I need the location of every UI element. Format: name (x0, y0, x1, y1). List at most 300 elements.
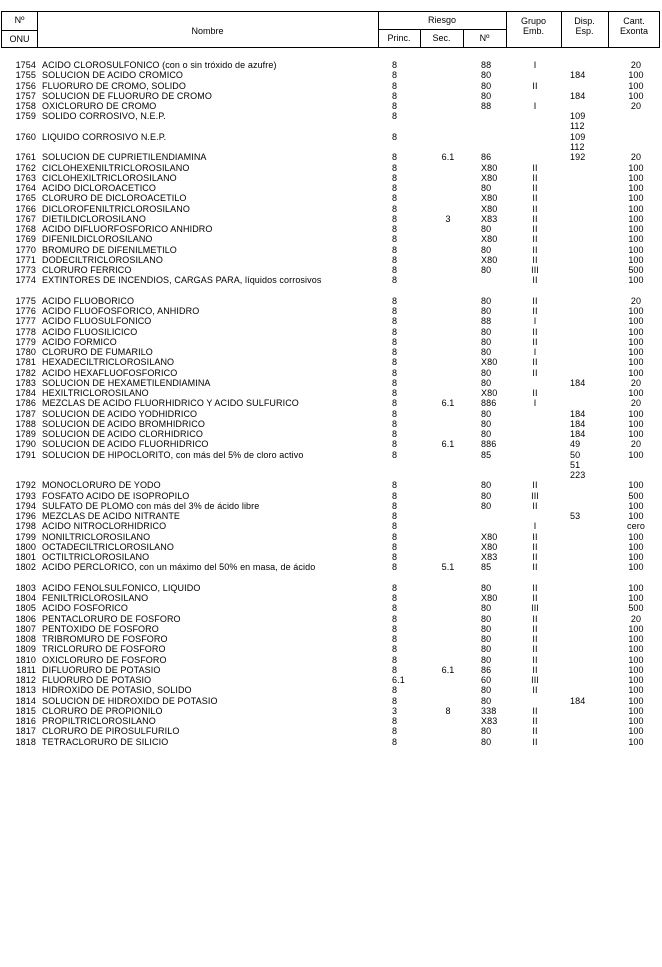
substance-name: ACIDO FOSFORICO (42, 603, 129, 614)
risk-principal: 8 (392, 490, 398, 501)
onu-number: 1815 (15, 705, 36, 716)
risk-number: X80 (481, 162, 498, 173)
risk-principal: 8 (392, 634, 398, 644)
exempt-quantity: 100 (628, 644, 644, 655)
table-row (0, 193, 662, 203)
table-row (0, 204, 662, 214)
risk-number: 80 (481, 244, 492, 255)
exempt-quantity: 100 (628, 193, 644, 204)
risk-principal: 8 (392, 654, 398, 665)
onu-number: 1804 (15, 593, 36, 603)
header-riesgo: Riesgo (427, 15, 456, 25)
onu-number: 1784 (15, 388, 36, 398)
onu-number: 1810 (15, 654, 36, 665)
substance-name: OXICLORURO DE FOSFORO (42, 654, 167, 665)
risk-principal: 8 (392, 203, 398, 214)
risk-principal: 8 (392, 685, 398, 696)
risk-principal: 8 (392, 193, 398, 204)
exempt-quantity: 100 (628, 562, 644, 573)
exempt-quantity: 100 (628, 582, 644, 593)
risk-number: X80 (481, 172, 498, 183)
risk-number: 80 (481, 500, 492, 511)
risk-number: X83 (481, 716, 498, 726)
risk-number: 80 (481, 726, 492, 737)
exempt-quantity: 100 (628, 541, 644, 552)
onu-number: 1807 (15, 623, 36, 634)
onu-number: 1760 (15, 131, 36, 142)
table-row (0, 593, 662, 603)
table-row (0, 224, 662, 234)
table-row (0, 275, 662, 296)
packing-group: II (532, 80, 538, 91)
packing-group: II (532, 562, 538, 573)
risk-principal: 8 (392, 70, 398, 81)
packing-group: I (533, 101, 537, 111)
onu-number: 1786 (15, 398, 36, 409)
onu-number: 1802 (15, 562, 36, 573)
risk-principal: 8 (392, 367, 398, 378)
substance-name: SULFATO DE PLOMO con más del 3% de ácido libre (42, 500, 260, 511)
risk-number: 80 (481, 613, 492, 624)
substance-name: TRICLORURO DE FOSFORO (42, 644, 166, 655)
risk-number: X80 (481, 531, 498, 542)
risk-secondary: 6.1 (441, 398, 455, 409)
onu-number: 1792 (15, 480, 36, 491)
onu-number: 1812 (15, 675, 36, 685)
exempt-quantity: 100 (628, 705, 644, 716)
exempt-quantity: 20 (630, 101, 642, 111)
risk-number: X83 (481, 213, 498, 224)
risk-number: 80 (481, 490, 492, 501)
packing-group: II (532, 726, 538, 737)
exempt-quantity: 500 (628, 490, 644, 501)
substance-name: CICLOHEXILTRICLOROSILANO (42, 172, 177, 183)
packing-group: II (532, 623, 538, 634)
table-row (0, 357, 662, 367)
packing-group: II (532, 254, 538, 265)
table-row (0, 245, 662, 255)
exempt-quantity: 100 (628, 664, 644, 675)
exempt-quantity: 100 (628, 593, 644, 603)
substance-name: SOLIDO CORROSIVO, N.E.P. (42, 111, 166, 122)
header-grupo: Grupo (520, 16, 546, 26)
packing-group: II (532, 531, 538, 542)
risk-principal: 8 (392, 418, 398, 429)
table-row (0, 521, 662, 531)
exempt-quantity: 100 (628, 357, 644, 368)
table-row (0, 316, 662, 326)
onu-number: 1789 (15, 429, 36, 439)
header-disp: Disp. (574, 16, 595, 26)
table-row (0, 306, 662, 316)
risk-number: 80 (481, 603, 492, 614)
risk-principal: 8 (392, 562, 398, 573)
table-row (0, 398, 662, 408)
substance-name: HEXADECILTRICLOROSILANO (42, 357, 175, 368)
table-row (0, 532, 662, 542)
onu-number: 1770 (15, 244, 36, 255)
exempt-quantity: 100 (628, 511, 644, 521)
risk-principal: 8 (392, 644, 398, 655)
risk-principal: 8 (392, 408, 398, 419)
risk-number: 80 (481, 582, 492, 593)
table-row (0, 706, 662, 716)
substance-name: ACIDO PERCLORICO, con un máximo del 50% en masa, de ácido (42, 562, 316, 573)
substance-name: LIQUIDO CORROSIVO N.E.P. (42, 131, 167, 142)
substance-name: ACIDO FORMICO (42, 336, 117, 347)
risk-principal: 8 (392, 183, 398, 193)
substance-name: ACIDO DICLOROACETICO (42, 183, 157, 193)
substance-name: NONILTRICLOROSILANO (42, 531, 151, 542)
risk-number: X80 (481, 388, 498, 398)
substance-name: OCTILTRICLOROSILANO (42, 552, 150, 562)
substance-name: PENTACLORURO DE FOSFORO (42, 613, 181, 624)
substance-name: CLORURO DE PIROSULFURILO (42, 726, 180, 737)
onu-number: 1776 (15, 306, 36, 316)
packing-group: II (532, 716, 538, 726)
substance-name: SOLUCION DE HIPOCLORITO, con más del 5% de cloro activo (42, 449, 304, 460)
risk-number: 88 (481, 60, 492, 70)
risk-number: X80 (481, 254, 498, 265)
substance-name: FENILTRICLOROSILANO (42, 593, 149, 603)
packing-group: II (532, 613, 538, 624)
packing-group: II (532, 306, 538, 316)
onu-number: 1816 (15, 716, 36, 726)
packing-group: II (532, 552, 538, 562)
substance-name: ACIDO NITROCLORHIDRICO (42, 521, 167, 532)
packing-group: II (532, 326, 538, 337)
risk-principal: 8 (392, 152, 398, 163)
table-row (0, 101, 662, 111)
onu-number: 1769 (15, 234, 36, 245)
risk-principal: 8 (392, 695, 398, 706)
packing-group: II (532, 336, 538, 347)
risk-number: 80 (481, 623, 492, 634)
exempt-quantity: 100 (628, 388, 644, 398)
packing-group: II (532, 500, 538, 511)
onu-number: 1768 (15, 224, 36, 234)
table-row (0, 665, 662, 675)
risk-number: 86 (481, 664, 492, 675)
packing-group: II (532, 203, 538, 214)
risk-number: 80 (481, 685, 492, 696)
substance-name: BROMURO DE DIFENILMETILO (42, 244, 177, 255)
substance-name: PENTOXIDO DE FOSFORO (42, 623, 159, 634)
exempt-quantity: 100 (628, 326, 644, 337)
exempt-quantity: 100 (628, 70, 644, 81)
risk-principal: 8 (392, 716, 398, 726)
special-provisions: 184 (570, 418, 586, 429)
substance-name: MEZCLAS DE ACIDO NITRANTE (42, 511, 181, 521)
table-row (0, 439, 662, 449)
onu-number: 1806 (15, 613, 36, 624)
table-row (0, 511, 662, 521)
substance-name: SOLUCION DE ACIDO FLUORHIDRICO (42, 439, 209, 450)
onu-number: 1757 (15, 90, 36, 101)
exempt-quantity: 100 (628, 736, 644, 747)
packing-group: I (533, 398, 537, 409)
risk-number: 86 (481, 152, 492, 163)
risk-principal: 8 (392, 265, 398, 275)
special-provisions: 192 (570, 152, 586, 163)
packing-group: III (531, 265, 539, 275)
risk-principal: 8 (392, 60, 398, 70)
risk-principal: 8 (392, 552, 398, 562)
onu-number: 1791 (15, 449, 36, 460)
special-provisions: 109 112 (570, 131, 586, 152)
exempt-quantity: 100 (628, 500, 644, 511)
packing-group: II (532, 244, 538, 255)
packing-group: II (532, 172, 538, 183)
substance-name: FOSFATO ACIDO DE ISOPROPILO (42, 490, 190, 501)
risk-number: 80 (481, 377, 492, 388)
packing-group: II (532, 234, 538, 245)
risk-number: 80 (481, 695, 492, 706)
packing-group: II (532, 664, 538, 675)
risk-number: 80 (481, 90, 492, 101)
table-row (0, 234, 662, 244)
risk-principal: 8 (392, 162, 398, 173)
exempt-quantity: 100 (628, 552, 644, 562)
risk-number: 80 (481, 347, 492, 357)
risk-principal: 8 (392, 603, 398, 614)
onu-number: 1814 (15, 695, 36, 706)
onu-number: 1793 (15, 490, 36, 501)
substance-name: CLORURO DE DICLOROACETILO (42, 193, 187, 204)
risk-secondary: 6.1 (441, 664, 455, 675)
substance-name: DIFLUORURO DE POTASIO (42, 664, 161, 675)
onu-number: 1813 (15, 685, 36, 696)
risk-principal: 8 (392, 531, 398, 542)
exempt-quantity: 100 (628, 90, 644, 101)
header-no: Nº (14, 15, 25, 25)
risk-secondary: 8 (445, 705, 451, 716)
table-row (0, 81, 662, 91)
onu-number: 1767 (15, 213, 36, 224)
risk-principal: 8 (392, 623, 398, 634)
packing-group: I (533, 521, 537, 532)
packing-group: I (533, 316, 537, 327)
table-row (0, 624, 662, 634)
substance-name: ACIDO CLOROSULFONICO (con o sin tróxido de azufre) (42, 60, 277, 70)
risk-principal: 8 (392, 500, 398, 511)
header-exonta: Exonta (619, 26, 649, 36)
table-row (0, 614, 662, 624)
substance-name: SOLUCION DE ACIDO YODHIDRICO (42, 408, 198, 419)
exempt-quantity: 100 (628, 213, 644, 224)
table-row (0, 726, 662, 736)
onu-number: 1811 (16, 664, 36, 675)
substance-name: CICLOHEXENILTRICLOROSILANO (42, 162, 190, 173)
substance-name: TRIBROMURO DE FOSFORO (42, 634, 168, 644)
table-row (0, 696, 662, 706)
onu-number: 1808 (15, 634, 36, 644)
onu-number: 1755 (15, 70, 36, 81)
table-row (0, 111, 662, 132)
substance-name: OXICLORURO DE CROMO (42, 101, 157, 111)
risk-number: 80 (481, 480, 492, 491)
onu-number: 1759 (15, 111, 36, 122)
substance-name: ACIDO HEXAFLUOFOSFORICO (42, 367, 178, 378)
table-row (0, 173, 662, 183)
exempt-quantity: 100 (628, 316, 644, 327)
table-row (0, 409, 662, 419)
risk-principal: 8 (392, 398, 398, 409)
packing-group: II (532, 193, 538, 204)
risk-principal: 8 (392, 511, 398, 521)
packing-group: II (532, 357, 538, 368)
exempt-quantity: 100 (628, 716, 644, 726)
exempt-quantity: 20 (630, 152, 642, 163)
table-row (0, 583, 662, 593)
risk-number: X80 (481, 357, 498, 368)
table-row (0, 255, 662, 265)
substance-name: ACIDO FENOLSULFONICO, LIQUIDO (42, 582, 201, 593)
header-onu: ONU (9, 34, 30, 44)
onu-number: 1817 (15, 726, 36, 737)
onu-number: 1763 (15, 172, 36, 183)
risk-principal: 8 (392, 593, 398, 603)
packing-group: III (531, 490, 539, 501)
header-emb: Emb. (522, 26, 544, 36)
risk-secondary: 6.1 (441, 152, 455, 163)
exempt-quantity: 20 (630, 398, 642, 409)
table-row (0, 450, 662, 481)
onu-number: 1783 (15, 377, 36, 388)
risk-principal: 8 (392, 429, 398, 439)
risk-principal: 8 (392, 244, 398, 255)
special-provisions: 184 (570, 90, 586, 101)
table-row (0, 480, 662, 490)
table-row (0, 655, 662, 665)
risk-principal: 6.1 (392, 675, 405, 685)
packing-group: II (532, 736, 538, 747)
packing-group: II (532, 644, 538, 655)
onu-number: 1809 (15, 644, 36, 655)
substance-name: SOLUCION DE ACIDO CROMICO (42, 70, 184, 81)
special-provisions: 184 (570, 429, 586, 439)
onu-number: 1782 (15, 367, 36, 378)
risk-principal: 8 (392, 388, 398, 398)
risk-principal: 8 (392, 582, 398, 593)
risk-number: 80 (481, 265, 492, 275)
exempt-quantity: 100 (628, 336, 644, 347)
risk-principal: 3 (392, 705, 398, 716)
table-row (0, 327, 662, 337)
exempt-quantity: 100 (628, 172, 644, 183)
risk-number: 88 (481, 101, 492, 111)
risk-number: X80 (481, 593, 498, 603)
table-row (0, 429, 662, 439)
table-row (0, 419, 662, 429)
risk-principal: 8 (392, 613, 398, 624)
risk-number: 80 (481, 634, 492, 644)
risk-principal: 8 (392, 449, 398, 460)
exempt-quantity: 20 (630, 377, 642, 388)
onu-number: 1775 (15, 295, 36, 306)
table-row (0, 491, 662, 501)
exempt-quantity: 100 (628, 367, 644, 378)
risk-number: 85 (481, 449, 492, 460)
substance-name: OCTADECILTRICLOROSILANO (42, 541, 174, 552)
substance-name: FLUORURO DE POTASIO (42, 675, 152, 685)
risk-principal: 8 (392, 131, 398, 142)
risk-number: 80 (481, 336, 492, 347)
onu-number: 1796 (15, 511, 36, 521)
substance-name: SOLUCION DE HIDROXIDO DE POTASIO (42, 695, 218, 706)
header-nombre: Nombre (191, 26, 224, 36)
onu-number: 1766 (15, 203, 36, 214)
substance-name: CLORURO DE PROPIONILO (42, 705, 163, 716)
special-provisions: 109 112 (570, 111, 586, 132)
onu-number: 1803 (15, 582, 36, 593)
onu-number: 1818 (15, 736, 36, 747)
risk-number: 80 (481, 80, 492, 91)
packing-group: II (532, 213, 538, 224)
onu-number: 1790 (15, 439, 36, 450)
table-header (1, 11, 660, 48)
substance-name: DIETILDICLOROSILANO (42, 213, 146, 224)
packing-group: III (531, 603, 539, 614)
risk-number: 80 (481, 418, 492, 429)
table-row (0, 265, 662, 275)
onu-number: 1773 (15, 265, 36, 275)
packing-group: II (532, 367, 538, 378)
table-row (0, 675, 662, 685)
risk-principal: 8 (392, 80, 398, 91)
packing-group: II (532, 541, 538, 552)
risk-secondary: 3 (445, 213, 451, 224)
risk-principal: 8 (392, 213, 398, 224)
substance-name: SOLUCION DE CUPRIETILENDIAMINA (42, 152, 207, 163)
substance-name: SOLUCION DE HEXAMETILENDIAMINA (42, 377, 211, 388)
risk-number: 80 (481, 306, 492, 316)
packing-group: II (532, 183, 538, 193)
risk-principal: 8 (392, 521, 398, 532)
table-row (0, 388, 662, 398)
risk-principal: 8 (392, 101, 398, 111)
substance-name: MEZCLAS DE ACIDO FLUORHIDRICO Y ACIDO SULFURICO (42, 398, 299, 409)
exempt-quantity: 100 (628, 254, 644, 265)
risk-principal: 8 (392, 336, 398, 347)
packing-group: II (532, 582, 538, 593)
exempt-quantity: 100 (628, 347, 644, 357)
risk-number: X80 (481, 203, 498, 214)
risk-number: 80 (481, 654, 492, 665)
header-cant: Cant. (623, 16, 645, 26)
risk-principal: 8 (392, 377, 398, 388)
onu-number: 1798 (15, 521, 36, 532)
table-row (0, 296, 662, 306)
risk-principal: 8 (392, 664, 398, 675)
risk-number: 80 (481, 367, 492, 378)
exempt-quantity: 100 (628, 203, 644, 214)
substance-name: ACIDO DIFLUORFOSFORICO ANHIDRO (42, 224, 213, 234)
packing-group: II (532, 593, 538, 603)
risk-principal: 8 (392, 295, 398, 306)
exempt-quantity: 100 (628, 275, 644, 286)
packing-group: II (532, 275, 538, 286)
onu-number: 1754 (15, 60, 36, 70)
substance-name: EXTINTORES DE INCENDIOS, CARGAS PARA, líquidos corrosivos (42, 275, 322, 286)
header-esp: Esp. (575, 26, 594, 36)
risk-principal: 8 (392, 726, 398, 737)
table-row (0, 91, 662, 101)
special-provisions: 53 (570, 511, 581, 521)
risk-principal: 8 (392, 172, 398, 183)
risk-secondary: 5.1 (441, 562, 455, 573)
risk-number: X83 (481, 552, 498, 562)
